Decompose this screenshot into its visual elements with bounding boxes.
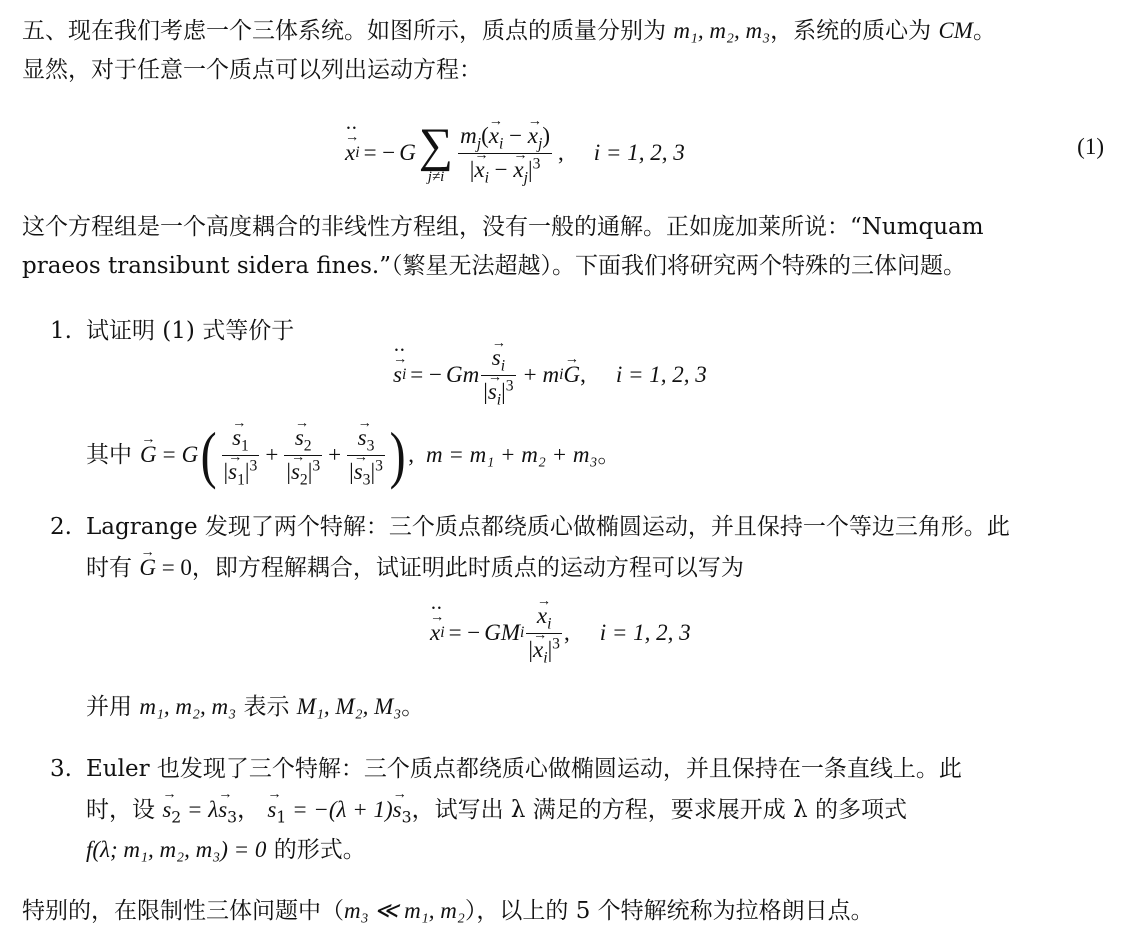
intro-line-2: 显然，对于任意一个质点可以列出运动方程： bbox=[22, 56, 482, 83]
center-of-mass-label: CM bbox=[938, 18, 973, 43]
item-3-number: 3. bbox=[50, 756, 72, 782]
equation-1-fraction: $\frac{m_j(\to x_i - \to x_j)}{|\to x_i - \to x_j|^3}$ bbox=[458, 122, 552, 185]
intro-paragraph bbox=[22, 14, 1104, 87]
item-2-express: 并用 m₁, m₂, m₃ 表示 M₁, M₂, M₃。 bbox=[86, 694, 425, 720]
item-1-text: 试证明 (1) 式等价于 bbox=[86, 318, 295, 344]
item-3-text: Euler 也发现了三个特解：三个质点都绕质心做椭圆运动，并且保持在一条直线上。此 时，设 → $s_2 = \lambda\to s_3$， → $s_1 = -(\lambda + 1)\to s_3$，试写出 λ 满足的方程，要求展开成 λ 的多项式 f(λ; m₁, m₂, m₃) = 0 的形式。 bbox=[86, 752, 1104, 868]
item-1-number: 1. bbox=[50, 318, 72, 344]
item-2-text: Lagrange 发现了两个特解：三个质点都绕质心做椭圆运动，并且保持一个等边三角形。此 时有 → G = 0，即方程解耦合，试证明此时质点的运动方程可以写为 bbox=[86, 510, 1104, 585]
poincare-paragraph: 这个方程组是一个高度耦合的非线性方程组，没有一般的通解。正如庞加莱所说：“Numquam praeos transibunt sidera fines.”（繁星无法超越）。下面我们将研究两个特殊的三体问题。 bbox=[22, 214, 984, 279]
masses-inline: m₁, m₂, m₃ bbox=[673, 18, 771, 43]
item-2-equation: → x ·· i = − GM i → $\frac{x_i}{|\to x_i|^3}$ , i = 1, 2, 3 bbox=[0, 598, 1132, 668]
intro-line-1: 五、现在我们考虑一个三体系统。如图所示，质点的质量分别为 m₁, m₂, m₃，系统的质心为 CM。 bbox=[22, 18, 996, 44]
item-1-where: 其中 → G = G ( → $\frac{s_1}{|\to s_1|^3}$ + → $\frac{s_2}{|\to s_2|^3}$ + → $\frac{s_3}{|\to s_3|^3}$ ) , m = m₁ + m₂ + m₃ 。 bbox=[86, 420, 1104, 490]
item-1-equation: → s ·· i = − Gm → $\frac{s_i}{|\to s_i|^3}$ + m i → G , i = 1, 2, 3 bbox=[0, 340, 1132, 410]
closing-paragraph: 特别的，在限制性三体问题中（m₃ ≪ m₁, m₂），以上的 5 个特解统称为拉格朗日点。 bbox=[22, 898, 874, 924]
equation-1: → x ·· i = − G ∑ j≠i $\frac{m_j(\to x_i - \to x_j)}{|\to x_i - \to x_j|^3}$ , i = 1, 2, 3 (1) bbox=[0, 108, 1132, 198]
equation-number: (1) bbox=[1077, 134, 1104, 159]
item-2-number: 2. bbox=[50, 514, 72, 540]
summation-symbol: ∑ j≠i bbox=[418, 118, 454, 185]
